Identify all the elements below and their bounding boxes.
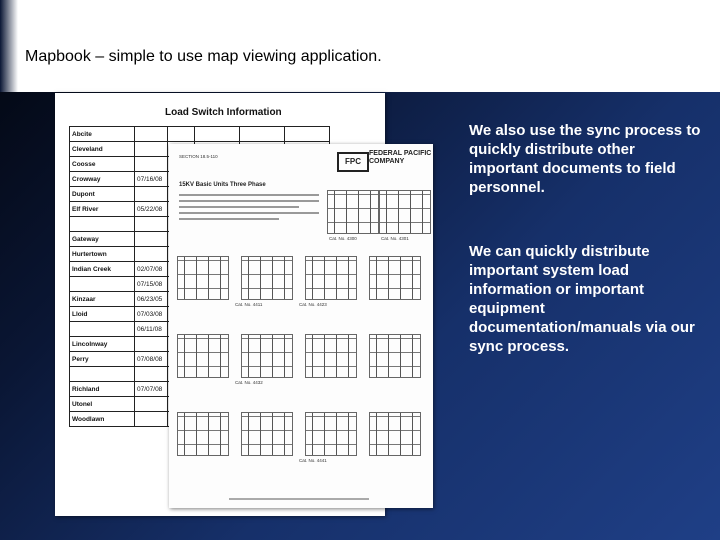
table-cell-name: Elf River <box>70 202 135 217</box>
table-cell-date: 05/22/08 <box>135 202 168 217</box>
switch-diagram <box>305 334 357 378</box>
table-cell-date <box>135 247 168 262</box>
catalog-label: Cat. No. 4301 <box>381 236 409 241</box>
fpc-company-name: FEDERAL PACIFIC COMPANY <box>369 150 432 165</box>
table-cell-date: 07/08/08 <box>135 352 168 367</box>
switch-diagram <box>369 256 421 300</box>
table-cell-date: 07/07/08 <box>135 382 168 397</box>
table-cell-date: 07/15/08 <box>135 277 168 292</box>
table-cell-name: Perry <box>70 352 135 367</box>
table-cell-name <box>70 367 135 382</box>
table-cell-name: Lincolnway <box>70 337 135 352</box>
table-cell-name: Woodlawn <box>70 412 135 427</box>
switch-diagram <box>369 412 421 456</box>
text-line <box>179 200 319 202</box>
fpc-document <box>169 144 433 508</box>
table-cell-name: Hurtertown <box>70 247 135 262</box>
switch-diagram <box>369 334 421 378</box>
table-row <box>70 127 330 142</box>
fpc-section-label: SECTION 18.5-110 <box>179 154 218 159</box>
fpc-logo: FPC <box>337 152 369 172</box>
table-cell-name: Cleveland <box>70 142 135 157</box>
table-cell-date <box>135 157 168 172</box>
table-cell-date: 02/07/08 <box>135 262 168 277</box>
fpc-heading: 15KV Basic Units Three Phase <box>179 182 266 188</box>
switch-diagram <box>327 190 379 234</box>
switch-diagram <box>241 412 293 456</box>
text-line <box>179 212 319 214</box>
table-cell-name: Coosse <box>70 157 135 172</box>
title-band <box>0 0 720 92</box>
catalog-label: Cat. No. 4300 <box>329 236 357 241</box>
table-cell-date <box>135 187 168 202</box>
load-switch-document-title: Load Switch Information <box>165 107 282 118</box>
switch-diagram <box>305 412 357 456</box>
table-cell-empty <box>240 127 285 142</box>
table-cell-name: Kinzaar <box>70 292 135 307</box>
footer-line <box>229 498 369 500</box>
table-cell-name <box>70 322 135 337</box>
table-cell-date: 06/23/05 <box>135 292 168 307</box>
paragraph-sync-manuals: We can quickly distribute important system load information or important equipment documentation/manuals via our sync process. <box>469 243 695 355</box>
table-cell-date <box>135 337 168 352</box>
switch-diagram <box>177 256 229 300</box>
text-line <box>179 218 279 220</box>
table-cell-date <box>135 397 168 412</box>
table-cell-date: 07/03/08 <box>135 307 168 322</box>
text-line <box>179 194 319 196</box>
table-cell-name <box>70 277 135 292</box>
switch-diagram <box>379 190 431 234</box>
table-cell-name: Dupont <box>70 187 135 202</box>
table-cell-name: Gateway <box>70 232 135 247</box>
table-cell-name: Lloid <box>70 307 135 322</box>
table-cell-name: Utonel <box>70 397 135 412</box>
table-cell-name: Crowway <box>70 172 135 187</box>
slide-title: Mapbook – simple to use map viewing application. <box>25 48 382 65</box>
table-cell-date: 06/11/08 <box>135 322 168 337</box>
table-cell-date <box>135 127 168 142</box>
table-cell-date <box>135 232 168 247</box>
paragraph-sync-documents: We also use the sync process to quickly distribute other important documents to field personnel. <box>469 122 701 196</box>
table-cell-empty <box>195 127 240 142</box>
table-cell-by <box>168 127 195 142</box>
catalog-label: Cat. No. 4441 <box>299 458 327 463</box>
catalog-label: Cat. No. 4432 <box>235 380 263 385</box>
switch-diagram <box>241 256 293 300</box>
table-cell-empty <box>285 127 330 142</box>
table-cell-date <box>135 142 168 157</box>
table-cell-date <box>135 217 168 232</box>
table-cell-name: Richland <box>70 382 135 397</box>
table-cell-name: Abcite <box>70 127 135 142</box>
switch-diagram <box>305 256 357 300</box>
table-cell-name <box>70 217 135 232</box>
catalog-label: Cat. No. 4411 <box>235 302 263 307</box>
table-cell-date <box>135 412 168 427</box>
switch-diagram <box>177 334 229 378</box>
text-line <box>179 206 299 208</box>
switch-diagram <box>177 412 229 456</box>
table-cell-date <box>135 367 168 382</box>
table-cell-date: 07/16/08 <box>135 172 168 187</box>
table-cell-name: Indian Creek <box>70 262 135 277</box>
switch-diagram <box>241 334 293 378</box>
catalog-label: Cat. No. 4423 <box>299 302 327 307</box>
